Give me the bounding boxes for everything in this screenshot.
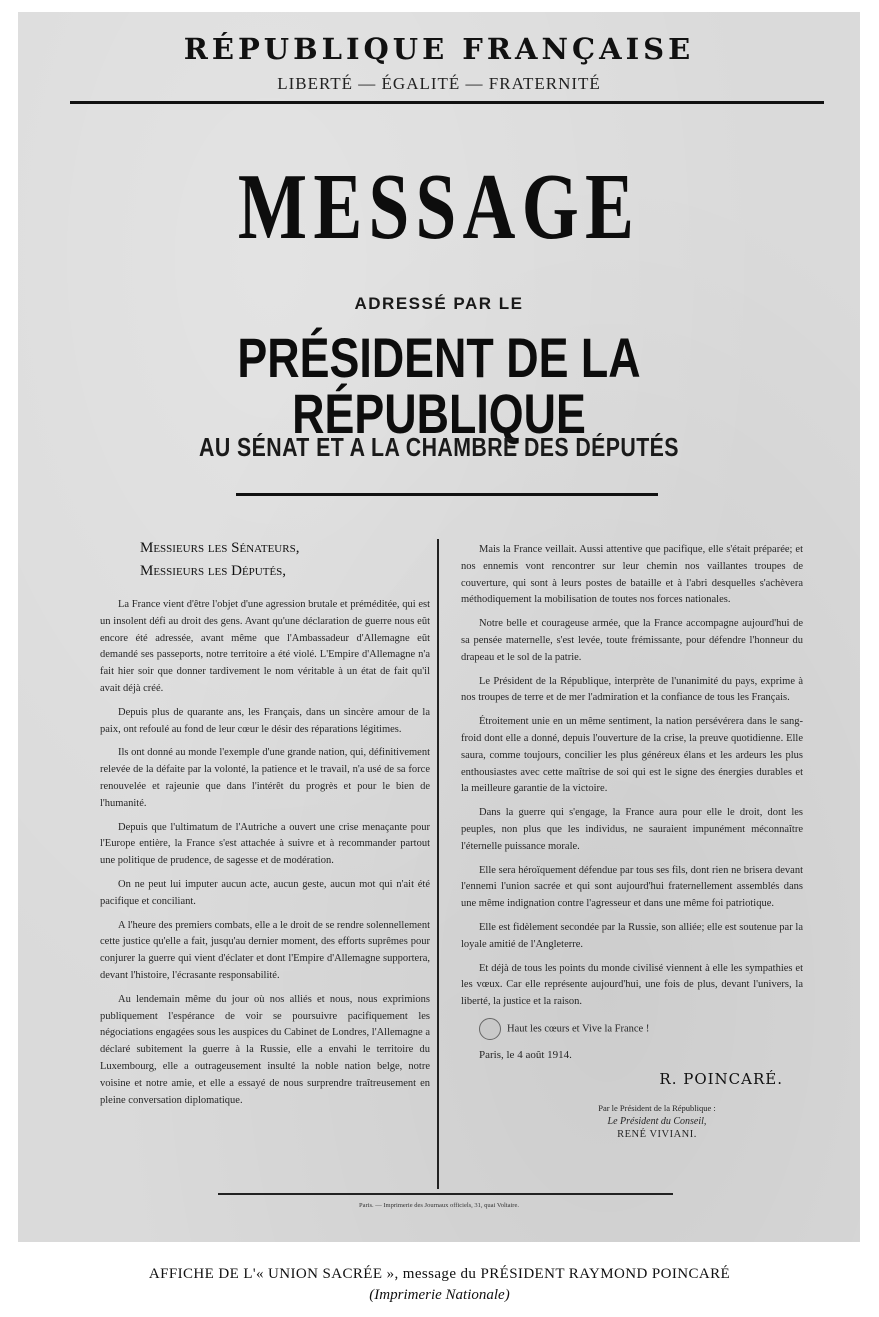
closing-line xyxy=(461,1018,803,1040)
paragraph: Au lendemain même du jour où nos alliés et nous, nous exprimions publiquement l'espérance de voir se poursuivre pacifiquement les négociations engagées sous les auspices du Cabinet de Londres, l'Allemagne a déclaré subitement la guerre à la Russie, elle a envahi le territoire du Luxembourg, elle a outrageusement insulté la noble nation belge, notre voisine et notre amie, et elle a essayé de nous surprendre traîtreusement en pleine conversation diplomatique. xyxy=(100,993,430,1106)
caption: AFFICHE DE L'« UNION SACRÉE », message du PRÉSIDENT RAYMOND POINCARÉ xyxy=(148,1266,731,1282)
printer-line: Paris. — Imprimerie des Journaux officiels, 31, quai Voltaire. xyxy=(359,1202,519,1209)
dateline: Paris, le 4 août 1914. xyxy=(479,1048,572,1061)
message-headline: MESSAGE xyxy=(237,155,641,259)
salutation-deputies: Messieurs les Députés, xyxy=(140,563,287,579)
middle-rule xyxy=(236,493,658,496)
seal-stamp-icon xyxy=(479,1018,501,1040)
countersignature xyxy=(511,1102,803,1141)
motto: LIBERTÉ — ÉGALITÉ — FRATERNITÉ xyxy=(277,74,601,93)
adresse-line: ADRESSÉ PAR LE xyxy=(354,294,524,313)
caption-source: (Imprimerie Nationale) xyxy=(369,1287,510,1303)
column-divider xyxy=(437,539,439,1189)
paragraph: Mais la France veillait. Aussi attentive que pacifique, elle s'était préparée; et nos ennemis vont rencontrer sur leur chemin nos vaillantes troupes de couverture, qui sont à leurs postes de bataille et à l'abri desquelles s'achèvera méthodiquement la mobilisation de toutes nos forces nationales. xyxy=(461,544,803,606)
paragraph: Ils ont donné au monde l'exemple d'une grande nation, qui, définitivement relevée de la défaite par la volonté, la patience et le travail, n'a usé de sa force renouvelée et rajeunie que dans l'intérêt du progrès et pour le bien de l'humanité. xyxy=(100,747,430,809)
paragraph: Depuis plus de quarante ans, les Français, dans un sincère amour de la paix, ont refoulé au fond de leur cœur le désir des réparations légitimes. xyxy=(100,706,430,735)
bottom-rule xyxy=(218,1193,673,1195)
paragraph: Le Président de la République, interprète de l'unanimité du pays, exprime à nos troupes de terre et de mer l'admiration et la confiance de tous les Français. xyxy=(461,675,803,704)
salutation-senators: Messieurs les Sénateurs, xyxy=(140,540,300,556)
paragraph: La France vient d'être l'objet d'une agression brutale et préméditée, qui est un insolent défi au droit des gens. Avant qu'une déclaration de guerre nous eût encore été adressée, avant même que l'Ambassadeur d'Allemagne eût demandé ses passeports, notre territoire a été violé. L'Empire d'Allemagne n'a fait hier soir que donner tardivement le nom véritable à un état de fait qu'il avait déjà créé. xyxy=(100,599,430,694)
countersign-name: RENÉ VIVIANI. xyxy=(617,1128,697,1140)
top-rule xyxy=(70,101,824,104)
salutation xyxy=(140,537,430,583)
president-headline: PRÉSIDENT DE LA RÉPUBLIQUE xyxy=(237,326,641,445)
paragraph: Et déjà de tous les points du monde civilisé viennent à elle les sympathies et les vœux. Car elle représente aujourd'hui, une fois de plus, devant l'univers, la liberté, la justice et la raison. xyxy=(461,962,803,1008)
republic-title: RÉPUBLIQUE FRANÇAISE xyxy=(183,32,695,66)
right-column xyxy=(461,542,803,1141)
paragraph: On ne peut lui imputer aucun acte, aucun geste, aucun mot qui n'ait été pacifique et conciliant. xyxy=(100,878,430,907)
paragraph: A l'heure des premiers combats, elle a le droit de se rendre solennellement cette justice qu'elle a fait, jusqu'au dernier moment, des efforts suprêmes pour conjurer la guerre qui vient d'éclater et dont l'Empire d'Allemagne supportera, devant l'histoire, l'écrasante responsabilité. xyxy=(100,919,430,981)
recipients-line: AU SÉNAT ET A LA CHAMBRE DES DÉPUTÉS xyxy=(199,432,679,462)
signature: R. POINCARÉ. xyxy=(659,1069,783,1088)
paragraph: Dans la guerre qui s'engage, la France aura pour elle le droit, dont les peuples, non plus que les individus, ne sauraient impunément méconnaître l'éternelle puissance morale. xyxy=(461,807,803,852)
poster xyxy=(18,12,860,1242)
countersign-line: Par le Président de la République : xyxy=(598,1102,716,1113)
paragraph: Depuis que l'ultimatum de l'Autriche a ouvert une crise menaçante pour l'Europe entière, la France s'est attachée à suivre et à recommander partout une politique de prudence, de sagesse et de modération. xyxy=(100,821,430,867)
closing-text: Haut les cœurs et Vive la France ! xyxy=(507,1023,650,1035)
left-column xyxy=(100,537,430,1116)
countersign-title: Le Président du Conseil, xyxy=(607,1115,707,1127)
paragraph: Elle est fidèlement secondée par la Russie, son alliée; elle est soutenue par la loyale amitié de l'Angleterre. xyxy=(461,921,803,950)
paragraph: Notre belle et courageuse armée, que la France accompagne aujourd'hui de sa pensée maternelle, s'est levée, toute frémissante, pour défendre l'honneur du drapeau et le sol de la patrie. xyxy=(461,618,803,663)
paragraph: Étroitement unie en un même sentiment, la nation persévérera dans le sang-froid dont elle a donné, depuis l'ouverture de la crise, la preuve quotidienne. Elle saura, comme toujours, concilier les plus généreux élans et les ardeurs les plus enthousiastes avec cette maîtrise de soi qui est le signe des énergies durables et la meilleure garantie de la victoire. xyxy=(461,716,803,795)
paragraph: Elle sera héroïquement défendue par tous ses fils, dont rien ne brisera devant l'ennemi l'union sacrée et qui sont aujourd'hui fraternellement assemblés dans une même indignation contre l'agresseur et dans une même foi patriotique. xyxy=(461,864,803,910)
